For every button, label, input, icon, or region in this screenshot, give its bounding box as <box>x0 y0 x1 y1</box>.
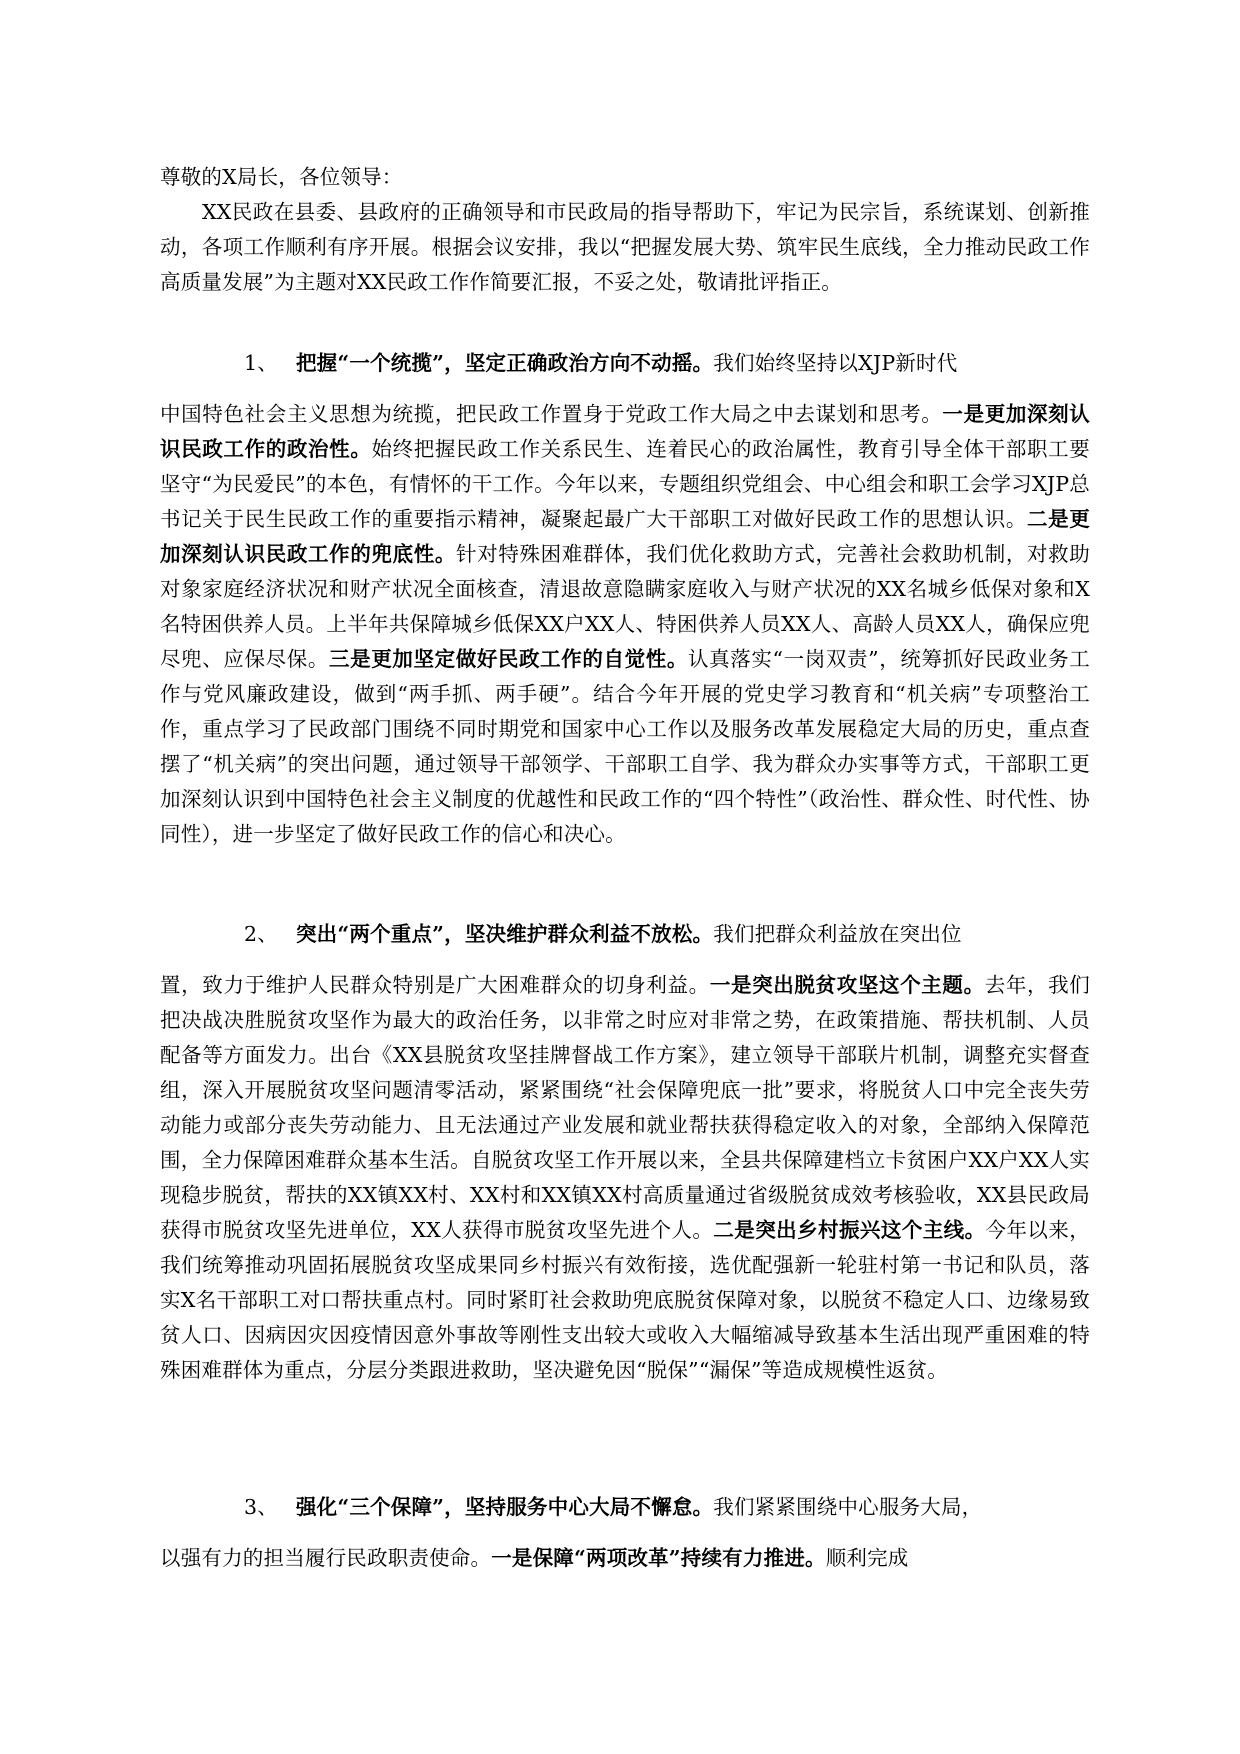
section-1-text-2: 始终把握民政工作关系民生、连着民心的政治属性，教育引导全体干部职工要坚守“为民爱民”的本色，有情怀的干工作。今年以来，专题组织党组会、中心组会和职工会学习XJP总书记关于民生民政工作的重要指示精神，凝聚起最广大干部职工对做好民政工作的思想认识。 <box>160 437 1090 531</box>
section-1-heading: 把握“一个统揽”，坚定正确政治方向不动摇。 <box>295 351 714 375</box>
section-3-lead <box>160 1490 1090 1525</box>
section-2-point-1: 一是突出脱贫攻坚这个主题。 <box>709 973 985 997</box>
section-2-body <box>160 968 1090 1388</box>
section-1-text-4: 认真落实“一岗双责”，统筹抓好民政业务工作与党风廉政建设，做到“两手抓、两手硬”。结合今年开展的党史学习教育和“机关病”专项整治工作，重点学习了民政部门围绕不同时期党和国家中心工作以及服务改革发展稳定大局的历史，重点查摆了“机关病”的突出问题，通过领导干部领学、干部职工自学、我为群众办实事等方式，干部职工更加深刻认识到中国特色社会主义制度的优越性和民政工作的“四个特性”（政治性、群众性、时代性、协同性），进一步坚定了做好民政工作的信心和决心。 <box>160 647 1090 846</box>
section-1-text-3: 针对特殊困难群体，我们优化救助方式，完善社会救助机制，对救助对象家庭经济状况和财产状况全面核查，清退故意隐瞒家庭收入与财产状况的XX名城乡低保对象和X名特困供养人员。上半年共保障城乡低保XX户XX人、特困供养人员XX人、高龄人员XX人，确保应兜尽兜、应保尽保。 <box>160 542 1090 671</box>
section-1-lead-text: 我们始终坚持以XJP新时代 <box>713 351 958 375</box>
section-2-text-1: 置，致力于维护人民群众特别是广大困难群众的切身利益。 <box>160 973 710 997</box>
section-2-lead <box>160 917 1090 952</box>
section-1-text-1: 中国特色社会主义思想为统揽，把民政工作置身于党政工作大局之中去谋划和思考。 <box>160 402 943 426</box>
section-1-point-1: 一是更加深刻认识民政工作的政治性。 <box>160 402 1090 461</box>
salutation: 尊敬的X局长，各位领导： <box>160 165 403 189</box>
section-2 <box>160 917 1090 1388</box>
section-2-number: 2、 <box>244 922 278 946</box>
section-3-heading: 强化“三个保障”，坚持服务中心大局不懈怠。 <box>295 1495 714 1519</box>
section-1-number: 1、 <box>244 351 278 375</box>
section-3-number: 3、 <box>244 1495 278 1519</box>
section-3-text-2: 顺利完成 <box>825 1546 909 1570</box>
section-1 <box>160 346 1090 852</box>
section-2-text-3: 今年以来，我们统筹推动巩固拓展脱贫攻坚成果同乡村振兴有效衔接，选优配强新一轮驻村第一书记和队员，落实X名干部职工对口帮扶重点村。同时紧盯社会救助兜底脱贫保障对象，以脱贫不稳定人口、边缘易致贫人口、因病因灾因疫情因意外事故等刚性支出较大或收入大幅缩减导致基本生活出现严重困难的特殊困难群体为重点，分层分类跟进救助，坚决避免因“脱保”“漏保”等造成规模性返贫。 <box>160 1218 1091 1382</box>
section-3 <box>160 1490 1090 1576</box>
section-3-text-1: 以强有力的担当履行民政职责使命。 <box>160 1546 492 1570</box>
section-3-body <box>160 1541 1090 1576</box>
section-2-text-2: 去年，我们把决战决胜脱贫攻坚作为最大的政治任务，以非常之时应对非常之势，在政策措施、帮扶机制、人员配备等方面发力。出台《XX县脱贫攻坚挂牌督战工作方案》，建立领导干部联片机制，调整充实督查组，深入开展脱贫攻坚问题清零活动，紧紧围绕“社会保障兜底一批”要求，将脱贫人口中完全丧失劳动能力或部分丧失劳动能力、且无法通过产业发展和就业帮扶获得稳定收入的对象，全部纳入保障范围，全力保障困难群众基本生活。自脱贫攻坚工作开展以来，全县共保障建档立卡贫困户XX户XX人实现稳步脱贫，帮扶的XX镇XX村、XX村和XX镇XX村高质量通过省级脱贫成效考核验收，XX县民政局获得市脱贫攻坚先进单位，XX人获得市脱贫攻坚先进个人。 <box>160 973 1091 1242</box>
section-2-lead-text: 我们把群众利益放在突出位 <box>713 922 962 946</box>
intro-paragraph: XX民政在县委、县政府的正确领导和市民政局的指导帮助下，牢记为民宗旨，系统谋划、创新推动，各项工作顺利有序开展。根据会议安排，我以“把握发展大势、筑牢民生底线，全力推动民政工作高质量发展”为主题对XX民政工作作简要汇报，不妥之处，敬请批评指正。 <box>160 200 1090 294</box>
section-1-point-2: 二是更加深刻认识民政工作的兜底性。 <box>160 507 1090 566</box>
section-3-lead-text: 我们紧紧围绕中心服务大局， <box>713 1495 983 1519</box>
section-2-heading: 突出“两个重点”，坚决维护群众利益不放松。 <box>295 922 714 946</box>
section-1-point-3: 三是更加坚定做好民政工作的自觉性。 <box>328 647 689 671</box>
section-1-lead <box>160 346 1090 381</box>
section-3-point-1: 一是保障“两项改革”持续有力推进。 <box>491 1546 826 1570</box>
section-1-body <box>160 397 1090 852</box>
section-2-point-2: 二是突出乡村振兴这个主线。 <box>713 1218 986 1242</box>
